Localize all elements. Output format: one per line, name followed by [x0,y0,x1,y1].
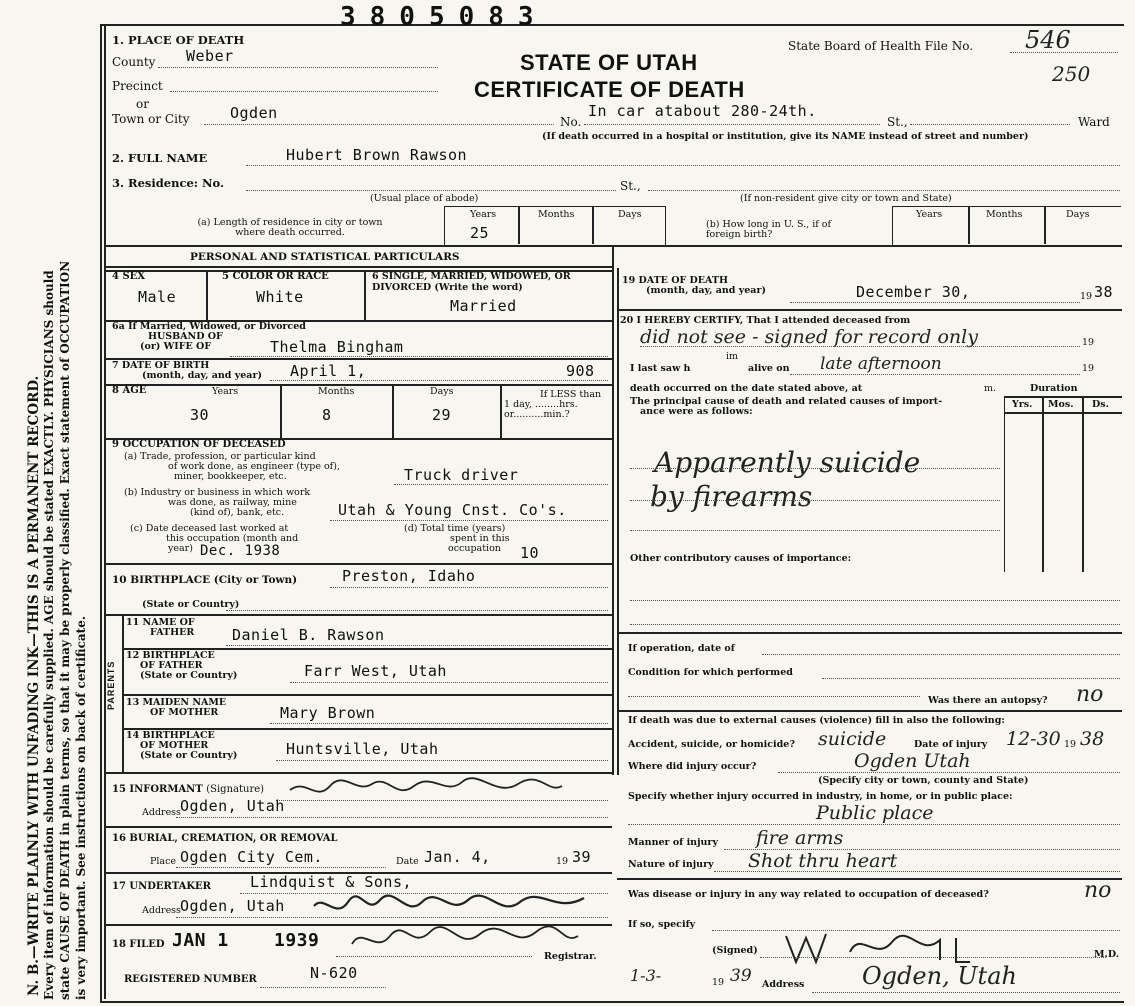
burial-year: 39 [572,848,592,866]
father-birthplace-label: 12 BIRTHPLACE OF FATHER (State or Country) [126,650,238,681]
certify-year-suffix: 19 [1082,337,1095,348]
burial-year-prefix: 19 [556,856,569,867]
full-name-value: Hubert Brown Rawson [286,146,468,164]
file-number: 546 [1025,26,1071,54]
residence-street-label: St., [620,179,641,193]
autopsy-value: no [1076,682,1104,707]
death-address: In car atabout 280-24th. [588,102,817,120]
manner-label: Manner of injury [628,837,718,848]
mother-value: Mary Brown [280,704,376,722]
injury-date-label: Date of injury [914,739,988,750]
mother-birthplace-label: 14 BIRTHPLACE OF MOTHER (State or Country) [126,730,238,761]
undertaker-address: Ogden, Utah [180,897,285,915]
race-value: White [256,288,304,306]
injury-year-prefix: 19 [1064,739,1077,750]
specify-place-value: Public place [816,802,934,824]
signed-year: 39 [730,966,752,986]
duration-label: Duration [1030,383,1078,394]
informant-address-label: Address [142,807,181,818]
registrar-label: Registrar. [544,951,597,962]
date-of-death-label: 19 DATE OF DEATH (month, day, and year) [622,275,766,296]
marital-label: 6 SINGLE, MARRIED, WIDOWED, OR DIVORCED (Write the word) [372,271,571,293]
last-worked-value: Dec. 1938 [200,543,281,559]
usual-abode-note: (Usual place of abode) [370,193,479,204]
dod-year: 38 [1094,283,1114,301]
hospital-note: (If death occurred in a hospital or institution, give its NAME instead of street and number) [542,131,1029,142]
principal-cause-label: The principal cause of death and related causes of import- ance were as follows: [630,396,943,417]
external-causes-label: If death was due to external causes (violence) fill in also the following: [628,715,1005,726]
race-label: 5 COLOR OR RACE [222,271,329,282]
burial-place-label: Place [150,856,177,867]
m-label: m. [984,383,997,394]
industry-value: Utah & Young Cnst. Co's. [338,501,567,519]
informant-address: Ogden, Utah [180,797,285,815]
alive-on-label: alive on [748,363,790,374]
occupation-label: 9 OCCUPATION OF DECEASED [112,439,286,450]
specify-place-label: Specify whether injury occurred in industry, in home, or in public place: [628,791,1013,802]
file-number-2: 250 [1052,62,1091,86]
state-title: STATE OF UTAH [520,50,698,75]
manner-value: fire arms [756,827,844,849]
filed-date: JAN 1 [172,930,229,951]
residence-label: 3. Residence: No. [112,176,224,190]
injury-date: 12-30 [1006,728,1061,750]
undertaker-label: 17 UNDERTAKER [112,881,211,892]
certify-label: 20 I HEREBY CERTIFY, That I attended deceased from [620,315,911,326]
trade-value: Truck driver [404,466,519,484]
margin-instructions-3: is very important. See instructions on back of certificate. [74,615,88,1000]
years-label: Years [470,209,497,220]
ward-label: Ward [1078,115,1110,129]
total-time-label: (d) Total time (years) spent in this occupation [404,523,510,554]
registered-number: N-620 [310,964,358,982]
father-birthplace-value: Farr West, Utah [304,662,447,680]
undertaker-value: Lindquist & Sons, [250,873,413,891]
yrs-label: Yrs. [1012,399,1033,410]
address-no-label: No. [560,115,582,129]
age-years-label: Years [212,386,239,397]
age-months-label: Months [318,386,355,397]
spouse-label: 6a If Married, Widowed, or Divorced HUSBAND OF (or) WIFE OF [112,321,306,352]
attend-note: did not see - signed for record only [640,326,978,348]
birthplace-label: 10 BIRTHPLACE (City or Town) [112,574,298,586]
industry-label: (b) Industry or business in which work was done, as railway, mine (kind of), bank, etc. [124,487,311,518]
birthplace-state-label: (State or Country) [142,599,240,610]
occupation-related-label: Was disease or injury in any way related to occupation of deceased? [628,889,989,900]
alive-on-note: late afternoon [820,354,942,374]
last-saw-him: im [726,351,739,362]
margin-instructions-1: Every item of information should be carefully supplied. AGE should be stated EXACTLY. PHYSICIANS should [42,270,56,1000]
informant-label: 15 INFORMANT (Signature) [112,784,265,795]
burial-date: Jan. 4, [424,848,491,866]
filed-label: 18 FILED [112,939,165,950]
birthplace-value: Preston, Idaho [342,567,476,585]
margin-binding-note: N. B.—WRITE PLAINLY WITH UNFADING INK—THIS IS A PERMANENT RECORD. [26,375,42,996]
residence-years: 25 [470,224,490,242]
nature-label: Nature of injury [628,859,714,870]
certificate-title: CERTIFICATE OF DEATH [474,77,745,102]
us-residence-label: (b) How long in U. S., if of foreign birth? [706,219,832,240]
personal-heading: PERSONAL AND STATISTICAL PARTICULARS [190,251,460,263]
less-than-day: If LESS than 1 day, ........hrs. or..........min.? [504,389,602,420]
where-injury-value: Ogden Utah [854,750,971,772]
spouse-value: Thelma Bingham [270,338,404,356]
or-label: or [136,97,149,111]
operation-label: If operation, date of [628,643,735,654]
death-occurred-label: death occurred on the date stated above, at [630,383,863,394]
marital-value: Married [450,297,517,315]
last-worked-label: (c) Date deceased last worked at this occupation (month and year) [130,523,299,554]
where-injury-label: Where did injury occur? [628,761,757,772]
file-number-label: State Board of Health File No. [788,39,974,53]
us-months-label: Months [986,209,1023,220]
parents-side-label: PARENTS [106,660,116,710]
father-label: 11 NAME OF FATHER [126,617,195,638]
county-value: Weber [186,47,234,65]
age-months: 8 [322,406,332,424]
age-days: 29 [432,406,452,424]
occupation-related-value: no [1084,878,1112,903]
signed-year-prefix: 19 [712,977,725,988]
other-causes-label: Other contributory causes of importance: [630,553,852,564]
undertaker-address-label: Address [142,905,181,916]
sex-label: 4 SEX [112,271,146,282]
burial-label: 16 BURIAL, CREMATION, OR REMOVAL [112,833,338,844]
dob-year: 908 [566,362,595,380]
date-of-death: December 30, [856,283,971,301]
county-label: County [112,55,156,69]
alive-year-suffix: 19 [1082,363,1095,374]
days-label: Days [618,209,642,220]
physician-address: Ogden, Utah [862,962,1017,990]
mos-label: Mos. [1048,399,1074,410]
registered-number-label: REGISTERED NUMBER [124,974,257,985]
autopsy-label: Was there an autopsy? [928,695,1048,706]
us-days-label: Days [1066,209,1090,220]
dob-value: April 1, [290,362,367,380]
if-so-label: If so, specify [628,919,696,930]
us-years-label: Years [916,209,943,220]
last-saw-label: I last saw h [630,363,691,374]
nature-value: Shot thru heart [748,850,898,872]
where-injury-note: (Specify city or town, county and State) [818,775,1029,786]
accident-value: suicide [818,728,887,750]
sex-value: Male [138,288,177,306]
physician-address-label: Address [762,979,805,990]
length-residence-label: (a) Length of residence in city or town where death occurred. [197,217,383,238]
accident-label: Accident, suicide, or homicide? [628,739,795,750]
father-value: Daniel B. Rawson [232,626,385,644]
city-label: Town or City [112,112,190,126]
signed-label: (Signed) [712,945,758,956]
dod-year-prefix: 19 [1080,291,1093,302]
md-label: M.D. [1094,949,1120,960]
filed-year: 1939 [274,930,320,951]
condition-label: Condition for which performed [628,667,793,678]
undertaker-signature [310,890,590,924]
burial-place: Ogden City Cem. [180,848,323,866]
burial-date-label: Date [396,856,419,867]
trade-label: (a) Trade, profession, or particular kind of work done, as engineer (type of), miner, bookkeeper, etc. [124,451,340,482]
city-value: Ogden [230,104,278,122]
age-label: 8 AGE [112,385,147,396]
margin-instructions-2: state CAUSE OF DEATH in plain terms, so that it may be properly classified. Exact statement of OCCUPATION [58,260,72,1000]
serial-number: 3805083 [340,2,548,32]
signed-date: 1-3- [630,966,662,985]
injury-year: 38 [1080,728,1105,750]
age-years: 30 [190,406,210,424]
dob-label: 7 DATE OF BIRTH (month, day, and year) [112,360,262,381]
mother-label: 13 MAIDEN NAME OF MOTHER [126,697,227,718]
mother-birthplace-value: Huntsville, Utah [286,740,439,758]
months-label: Months [538,209,575,220]
full-name-label: 2. FULL NAME [112,151,208,165]
cause-line-1: Apparently suicide [654,446,921,479]
non-resident-note: (If non-resident give city or town and State) [740,193,952,204]
place-of-death-label: 1. PLACE OF DEATH [112,33,245,47]
total-time-value: 10 [520,544,540,562]
cause-line-2: by firearms [650,480,813,513]
ds-label: Ds. [1092,399,1109,410]
age-days-label: Days [430,386,454,397]
precinct-label: Precinct [112,79,163,93]
street-label: St., [887,115,908,129]
